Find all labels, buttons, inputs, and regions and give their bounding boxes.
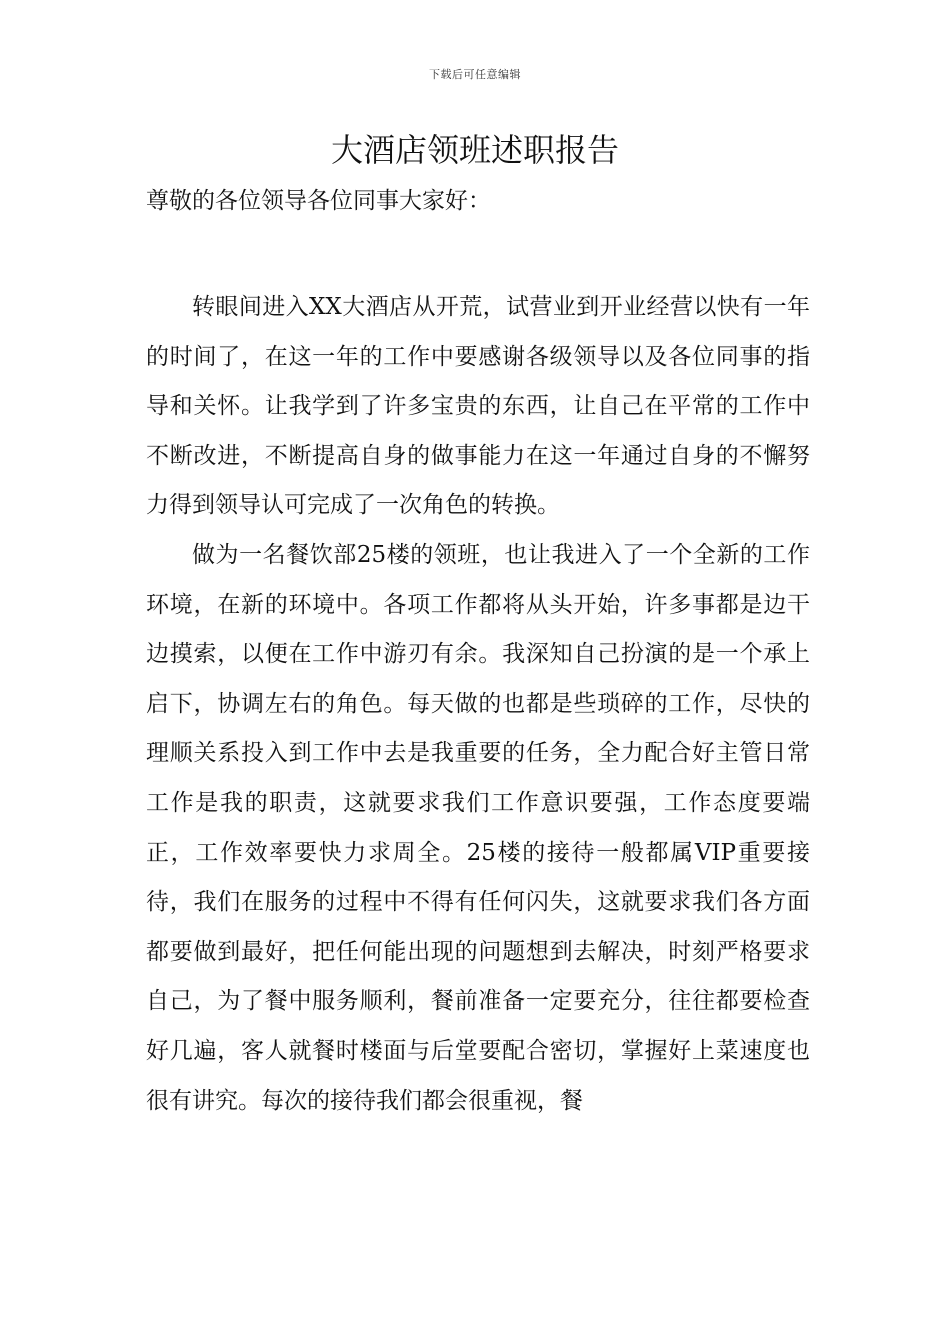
paragraph-role: 做为一名餐饮部25楼的领班，也让我进入了一个全新的工作环境，在新的环境中。各项工作都将从头开始，许多事都是边干边摸索，以便在工作中游刃有余。我深知自己扮演的是一个承上启下，协调左右的角色。每天做的也都是些琐碎的工作，尽快的理顺关系投入到工作中去是我重要的任务，全力配合好主管日常工作是我的职责，这就要求我们工作意识要强，工作态度要端正，工作效率要快力求周全。25楼的接待一般都属VIP重要接待，我们在服务的过程中不得有任何闪失，这就要求我们各方面都要做到最好，把任何能出现的问题想到去解决，时刻严格要求自己，为了餐中服务顺利，餐前准备一定要充分，往往都要检查好几遍，客人就餐时楼面与后堂要配合密切，掌握好上菜速度也很有讲究。每次的接待我们都会很重视，餐 <box>146 541 810 1114</box>
header-note: 下载后可任意编辑 <box>429 68 521 81</box>
paragraph-intro: 转眼间进入XX大酒店从开荒，试营业到开业经营以快有一年的时间了，在这一年的工作中要感谢各级领导以及各位同事的指导和关怀。让我学到了许多宝贵的东西，让自己在平常的工作中不断改进，不断提高自身的做事能力在这一年通过自身的不懈努力得到领导认可完成了一次角色的转换。 <box>146 294 810 519</box>
document-body <box>146 283 810 1126</box>
greeting-line: 尊敬的各位领导各位同事大家好： <box>146 188 491 214</box>
document-title: 大酒店领班述职报告 <box>330 131 619 169</box>
